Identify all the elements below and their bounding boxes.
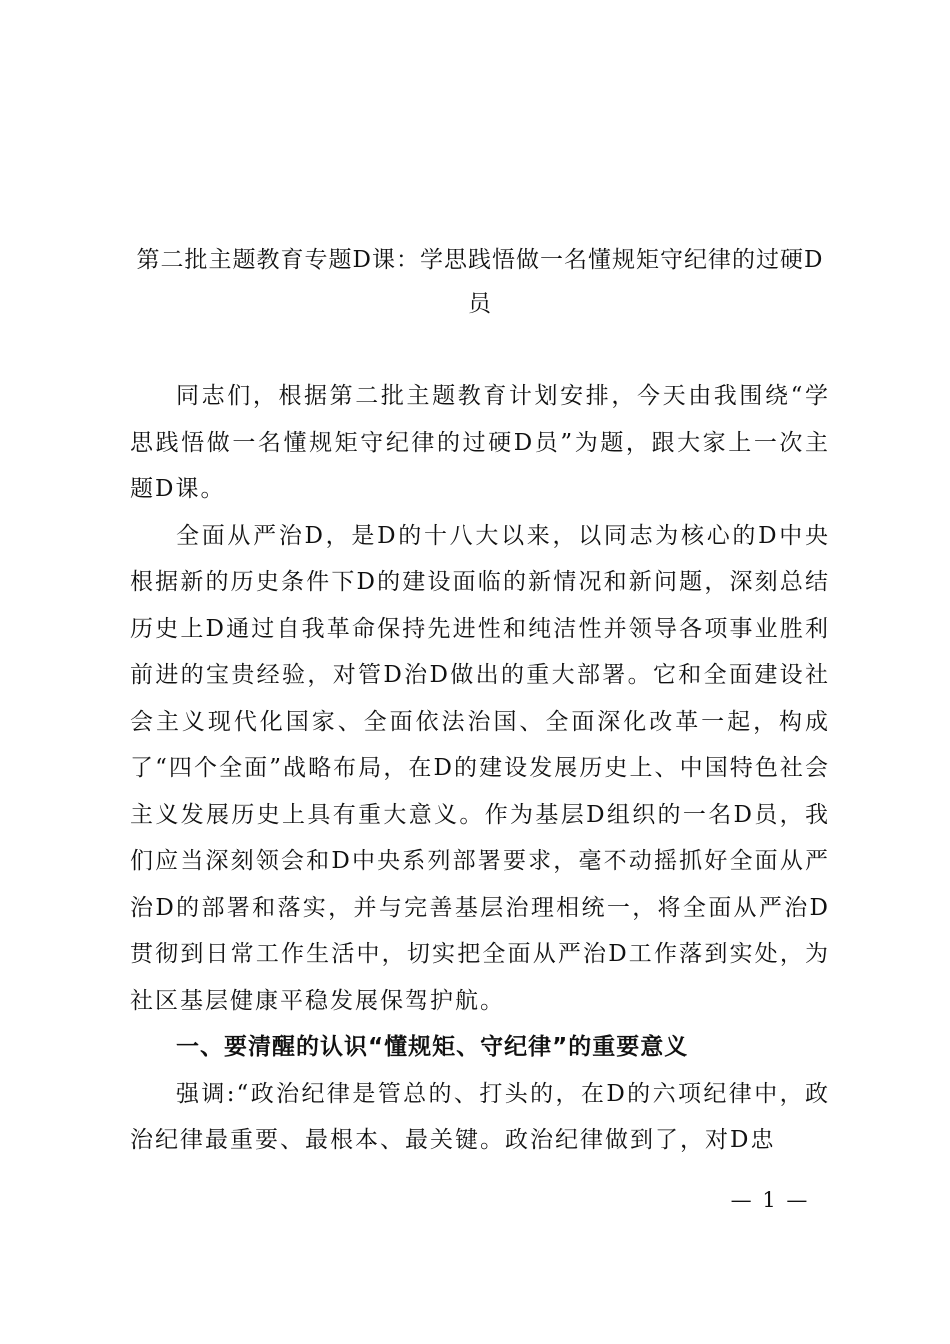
document-title: 第二批主题教育专题D课：学思践悟做一名懂规矩守纪律的过硬D员 [136,247,824,317]
document-body [130,373,830,1164]
paragraph-overview: 全面从严治D，是D的十八大以来，以同志为核心的D中央根据新的历史条件下D的建设面临的新情况和新问题，深刻总结历史上D通过自我革命保持先进性和纯洁性并领导各项事业胜利前进的宝贵经验，对管D治D做出的重大部署。它和全面建设社会主义现代化国家、全面依法治国、全面深化改革一起，构成了“四个全面”战略布局，在D的建设发展历史上、中国特色社会主义发展历史上具有重大意义。作为基层D组织的一名D员，我们应当深刻领会和D中央系列部署要求，毫不动摇抓好全面从严治D的部署和落实，并与完善基层治理相统一，将全面从严治D贯彻到日常工作生活中，切实把全面从严治D工作落到实处，为社区基层健康平稳发展保驾护航。 [130,522,830,1014]
section-heading: 一、要清醒的认识“懂规矩、守纪律”的重要意义 [176,1034,689,1060]
paragraph-intro: 同志们，根据第二批主题教育计划安排，今天由我围绕“学思践悟做一名懂规矩守纪律的过硬D员”为题，跟大家上一次主题D课。 [130,383,830,502]
section-paragraph: 强调:“政治纪律是管总的、打头的，在D的六项纪律中，政治纪律最重要、最根本、最关键。政治纪律做到了，对D忠 [130,1080,830,1153]
page-number: — 1 — [730,1188,810,1212]
